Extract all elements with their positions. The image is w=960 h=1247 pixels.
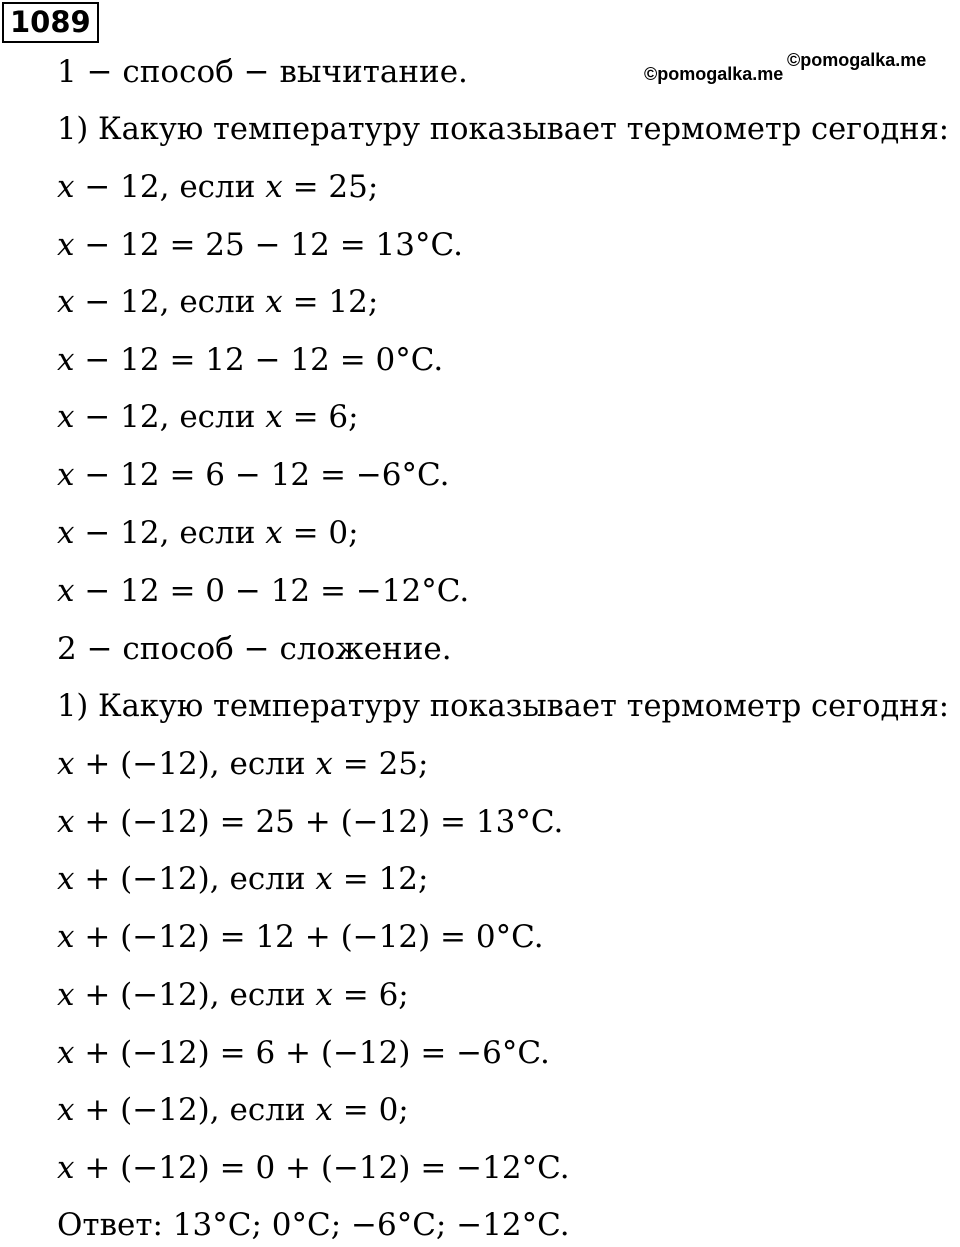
question-line: 1) Какую температуру показывает термометр сегодня: <box>57 689 950 724</box>
solution-line: 𝑥 − 12 = 25 − 12 = 13°C. <box>57 227 463 263</box>
solution-line: 𝑥 + (−12) = 0 + (−12) = −12°C. <box>57 1150 570 1186</box>
method-1-heading: 1 − способ − вычитание. <box>57 54 468 90</box>
solution-line: 𝑥 + (−12), если 𝑥 = 0; <box>57 1092 409 1128</box>
solution-line: 𝑥 − 12, если 𝑥 = 6; <box>57 399 359 435</box>
method-2-heading: 2 − способ − сложение. <box>57 631 452 667</box>
solution-line: 𝑥 − 12, если 𝑥 = 12; <box>57 284 379 320</box>
question-line: 1) Какую температуру показывает термометр сегодня: <box>57 112 950 147</box>
solution-line: 𝑥 − 12 = 6 − 12 = −6°C. <box>57 457 450 493</box>
solution-line: 𝑥 + (−12) = 25 + (−12) = 13°C. <box>57 804 564 840</box>
watermark: ©pomogalka.me <box>787 50 927 70</box>
solution-line: 𝑥 + (−12), если 𝑥 = 6; <box>57 977 409 1013</box>
solution-line: 𝑥 − 12 = 12 − 12 = 0°C. <box>57 342 444 378</box>
solution-line: 𝑥 − 12, если 𝑥 = 25; <box>57 169 379 205</box>
solution-line: 𝑥 + (−12) = 6 + (−12) = −6°C. <box>57 1035 550 1071</box>
solution-line: 𝑥 + (−12), если 𝑥 = 25; <box>57 746 429 782</box>
problem-number: 1089 <box>2 2 99 43</box>
answer-line: Ответ: 13°C; 0°C; −6°C; −12°C. <box>57 1207 570 1243</box>
solution-line: 𝑥 − 12 = 0 − 12 = −12°C. <box>57 573 470 609</box>
solution-line: 𝑥 − 12, если 𝑥 = 0; <box>57 515 359 551</box>
solution-line: 𝑥 + (−12), если 𝑥 = 12; <box>57 861 429 897</box>
watermark: ©pomogalka.me <box>644 64 784 84</box>
solution-line: 𝑥 + (−12) = 12 + (−12) = 0°C. <box>57 919 544 955</box>
